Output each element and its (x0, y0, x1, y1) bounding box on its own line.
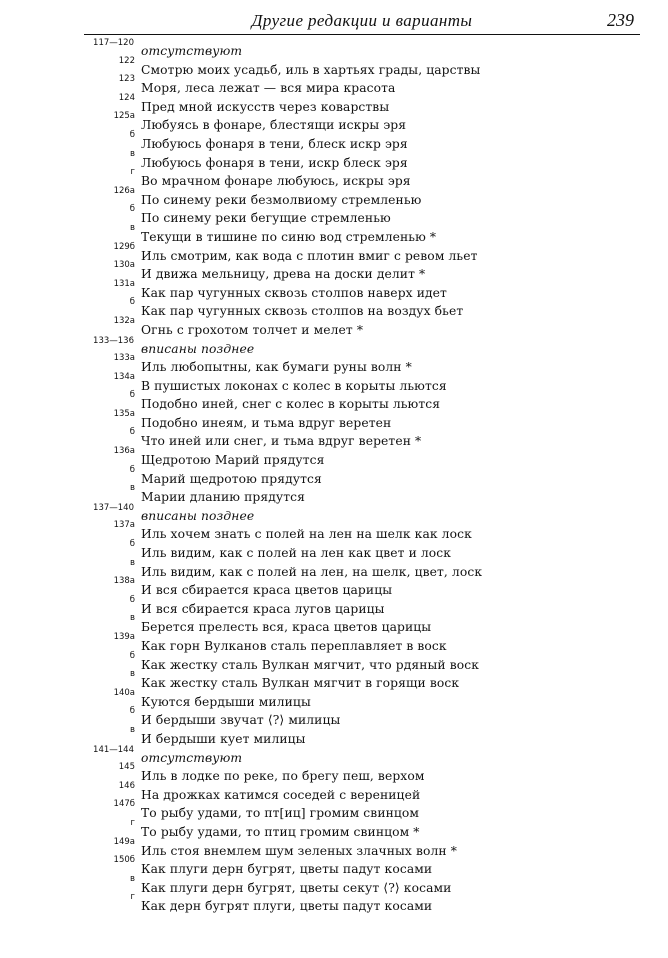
verse-text: Огнь с грохотом толчет и мелет * (141, 322, 364, 337)
verse-text: Марии дланию прядутся (141, 490, 305, 505)
verse-line (0, 446, 668, 469)
verse-text: И движа мельницу, древа на доски делит * (141, 267, 426, 282)
line-number: в (129, 222, 135, 233)
verse-line (0, 74, 668, 97)
line-number: 150б (113, 855, 135, 866)
verse-text: Подобно инеям, и тьма вдруг веретен (141, 415, 392, 430)
line-number: 149а (113, 836, 135, 847)
verse-line (0, 464, 668, 488)
line-number: 137—140 (93, 502, 134, 513)
line-number: б (129, 204, 135, 215)
verse-text: Куются бердыши милицы (141, 694, 311, 709)
line-number: 126а (113, 185, 135, 196)
verse-line (0, 799, 668, 822)
verse-text: Как горн Вулканов сталь переплавляет в воск (141, 639, 447, 653)
verse-text: И вся сбирается краса цветов царицы (141, 583, 393, 598)
line-number: г (130, 167, 135, 178)
verse-line (0, 855, 668, 878)
verse-text: По синему реки безмолвиому стремленью (141, 192, 422, 207)
verse-line (0, 687, 668, 711)
line-number: 141—144 (93, 744, 134, 755)
verse-line (0, 353, 668, 376)
editorial-note: отсутствуют (141, 750, 243, 765)
line-number: б (129, 594, 135, 605)
verse-text: Моря, леса лежат — вся мира красота (141, 81, 396, 96)
line-number: 132а (113, 315, 135, 326)
line-number: 122 (118, 55, 135, 66)
line-number: 134а (113, 371, 135, 382)
verse-text: Как пар чугунных сквозь столпов на воздух бьет (141, 304, 464, 319)
verse-line (0, 427, 668, 450)
line-number: 131а (113, 278, 135, 289)
verse-text: В пушистых локонах с колес в корыты льются (141, 378, 447, 393)
running-header (84, 8, 640, 35)
line-number: б (129, 539, 135, 550)
line-number: 137а (113, 520, 135, 531)
line-number: 135а (113, 408, 135, 419)
line-number: 133—136 (93, 335, 134, 346)
verse-text: Как дерн бугрят плуги, цветы падут косами (141, 899, 433, 914)
verse-line (0, 408, 668, 432)
verse-line (0, 278, 668, 302)
verse-line (0, 241, 668, 265)
line-number: 124 (118, 92, 135, 103)
verse-text: Как плуги дерн бугрят, цветы секут ⟨?⟩ косами (141, 880, 452, 895)
variant-lines (0, 38, 668, 915)
verse-line (0, 892, 668, 915)
verse-line (0, 669, 668, 692)
line-number: б (129, 297, 135, 308)
verse-text: На дрожках катимся соседей с вереницей (141, 787, 421, 802)
line-number: б (129, 129, 135, 140)
line-number: в (129, 873, 135, 884)
verse-line (0, 111, 668, 134)
verse-line (0, 129, 668, 153)
verse-text: Иль стоя внемлем шум зеленых злачных волн * (141, 843, 457, 858)
verse-text: Любуюсь фонаря в тени, искр блеск эря (141, 155, 408, 170)
page-number: 239 (607, 10, 634, 30)
verse-line (0, 260, 668, 283)
verse-line (0, 817, 668, 841)
line-number: 123 (118, 74, 135, 85)
line-number: б (129, 706, 135, 717)
verse-text: Как жестку сталь Вулкан мягчит, что рдяный воск (141, 657, 480, 672)
verse-line (0, 92, 668, 116)
line-number: 146 (118, 780, 135, 791)
verse-line (0, 873, 668, 897)
line-number: 138а (113, 576, 135, 587)
verse-line (0, 390, 668, 413)
verse-text: Как пар чугунных сквозь столпов наверх идет (141, 285, 447, 300)
line-number: г (130, 892, 135, 903)
verse-text: Как жестку сталь Вулкан мягчит в горящи воск (141, 676, 460, 691)
verse-text: Иль смотрим, как вода с плотин вмиг с ревом льет (141, 248, 478, 263)
verse-line (0, 167, 668, 190)
line-number: 129б (113, 241, 135, 252)
line-number: 133а (113, 353, 135, 364)
verse-text: По синему реки бегущие стремленью (141, 211, 391, 226)
verse-text: Текущи в тишине по синю вод стремленью * (141, 229, 437, 244)
verse-line (0, 762, 668, 785)
verse-text: То рыбу удами, то птиц громим свинцом * (141, 824, 420, 839)
verse-text: И бердыши звучат ⟨?⟩ милицы (141, 713, 341, 728)
verse-text: Иль любопытны, как бумаги руны волн * (141, 360, 412, 375)
line-number: б (129, 390, 135, 401)
verse-line (0, 520, 668, 543)
verse-line (0, 502, 668, 525)
line-number: 130а (113, 260, 135, 271)
verse-line (0, 650, 668, 674)
verse-line (0, 706, 668, 729)
verse-text: Иль хочем знать с полей на лен на шелк как лоск (141, 527, 472, 542)
verse-text: Любуюсь фонаря в тени, блеск искр эря (141, 136, 408, 151)
verse-line (0, 297, 668, 320)
verse-line (0, 613, 668, 636)
line-number: в (129, 724, 135, 735)
line-number: в (129, 613, 135, 624)
verse-line (0, 539, 668, 562)
line-number: б (129, 427, 135, 438)
line-number: в (129, 483, 135, 494)
verse-line (0, 371, 668, 395)
verse-line (0, 576, 668, 599)
verse-line (0, 38, 668, 60)
verse-line (0, 836, 668, 860)
line-number: 139а (113, 632, 135, 642)
verse-line (0, 55, 668, 79)
verse-text: Берется прелесть вся, краса цветов царицы (141, 620, 432, 635)
verse-text: Как плуги дерн бугрят, цветы падут косами (141, 862, 433, 877)
line-number: в (129, 148, 135, 159)
line-number: б (129, 650, 135, 661)
verse-line (0, 148, 668, 172)
verse-text: Смотрю моих усадьб, иль в хартьях грады, царствы (141, 62, 481, 77)
line-number: 147б (113, 799, 135, 810)
running-title: Другие редакции и варианты (251, 11, 473, 30)
verse-text: Во мрачном фонаре любуюсь, искры эря (141, 174, 411, 189)
verse-line (0, 335, 668, 358)
verse-text: То рыбу удами, то пт[иц] громим свинцом (141, 806, 420, 821)
verse-line (0, 557, 668, 581)
verse-text: Щедротою Марий прядутся (141, 453, 325, 468)
verse-line (0, 594, 668, 618)
line-number: 136а (113, 446, 135, 457)
line-number: 140а (113, 687, 135, 698)
verse-text: Иль видим, как с полей на лен как цвет и лоск (141, 546, 452, 561)
line-number: 125а (113, 111, 135, 122)
verse-line (0, 185, 668, 209)
verse-line (0, 222, 668, 246)
editorial-note: вписаны позднее (141, 341, 255, 356)
verse-text: И бердыши кует милицы (141, 731, 306, 746)
verse-line (0, 780, 668, 804)
verse-text: Подобно иней, снег с колес в корыты льются (141, 397, 441, 412)
line-number: в (129, 669, 135, 680)
verse-line (0, 744, 668, 767)
line-number: в (129, 557, 135, 568)
editorial-note: отсутствуют (141, 44, 243, 58)
verse-text: Марий щедротою прядутся (141, 471, 322, 486)
line-number: б (129, 464, 135, 475)
editorial-note: вписаны позднее (141, 508, 255, 523)
verse-text: Иль видим, как с полей на лен, на шелк, цвет, лоск (141, 564, 483, 579)
verse-text: Любуясь в фонаре, блестящи искры эря (141, 118, 407, 133)
verse-text: Пред мной искусств через коварствы (141, 99, 390, 114)
line-number: 117—120 (93, 38, 134, 48)
line-number: г (130, 817, 135, 828)
verse-line (0, 204, 668, 227)
verse-text: Иль в лодке по реке, по брегу пеш, верхом (141, 769, 425, 784)
verse-text: И вся сбирается краса лугов царицы (141, 601, 385, 616)
verse-text: Что иней или снег, и тьма вдруг веретен * (141, 434, 422, 449)
verse-line (0, 632, 668, 655)
line-number: 145 (118, 762, 135, 773)
